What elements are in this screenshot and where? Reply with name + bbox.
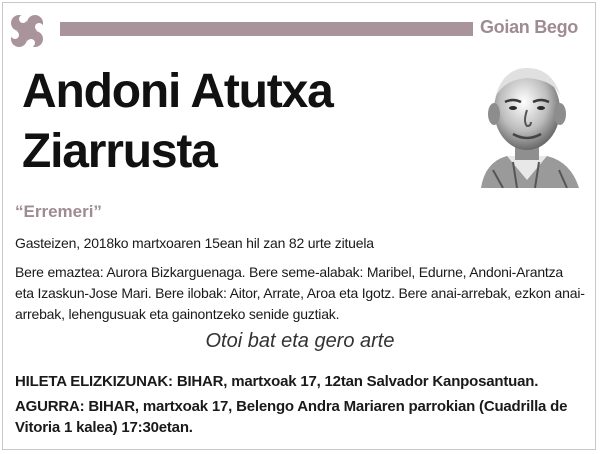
portrait-photo (473, 58, 581, 188)
thanks-service: AGURRA: BIHAR, martxoak 17, Belengo Andra Mariaren parrokian (Cuadrilla de Vitoria 1 kalea) 17:30etan. (15, 398, 568, 436)
funeral-service: HILETA ELIZKIZUNAK: BIHAR, martxoak 17, 12tan Salvador Kanposantuan. (15, 373, 539, 390)
header-bar (60, 22, 473, 36)
name-line-2: Ziarrusta (22, 125, 217, 178)
name-line-1: Andoni Atutxa (22, 65, 333, 118)
section-title: Goian Bego (479, 17, 578, 37)
death-notice: Gasteizen, 2018ko martxoaren 15ean hil zan 82 urte zituela (15, 235, 374, 251)
family-list: Bere emaztea: Aurora Bizkarguenaga. Bere seme-alabak: Maribel, Edurne, Andoni-Arantza eta Izaskun-Jose Mari. Bere ilobak: Aitor, Arrate, Aroa eta Igotz. Bere anai-arrebak, ezkon anai-arrebak, lehengusuak eta gainontzeko senide guztiak. (15, 264, 585, 322)
lauburu-icon (6, 10, 48, 52)
nickname: “Erremeri” (15, 202, 102, 221)
deceased-name (22, 62, 452, 182)
motto: Otoi bat eta gero arte (205, 330, 395, 352)
